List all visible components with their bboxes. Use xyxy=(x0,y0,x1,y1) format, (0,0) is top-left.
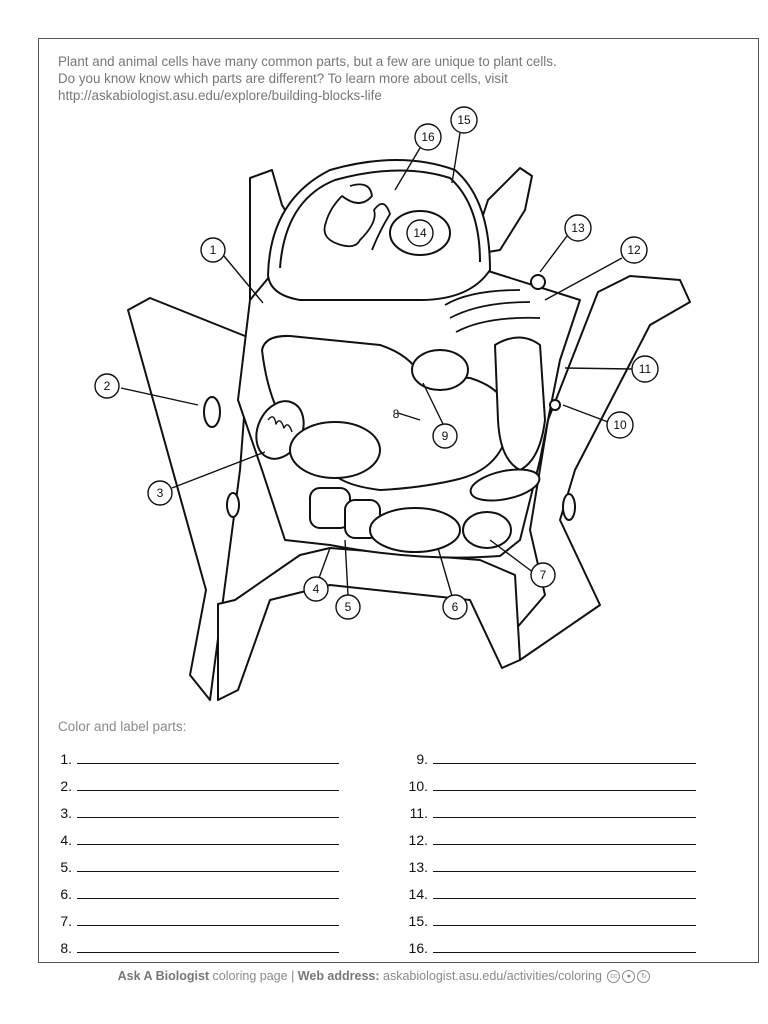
answer-line[interactable] xyxy=(77,790,339,791)
svg-text:10: 10 xyxy=(613,418,627,432)
answer-number: 5. xyxy=(60,859,72,875)
answer-number: 16. xyxy=(408,940,428,956)
svg-text:9: 9 xyxy=(441,429,449,443)
plasmodesma-lower xyxy=(227,493,239,517)
svg-text:11: 11 xyxy=(638,362,652,376)
answer-row-4 xyxy=(54,821,339,848)
plasmodesma-right xyxy=(563,494,575,520)
answer-number: 4. xyxy=(60,832,72,848)
svg-text:3: 3 xyxy=(156,486,164,500)
answer-line[interactable] xyxy=(77,898,339,899)
intro-line-1: Plant and animal cells have many common parts, but a few are unique to plant cells. xyxy=(58,54,557,69)
answer-number: 14. xyxy=(408,886,428,902)
svg-text:7: 7 xyxy=(539,568,547,582)
svg-text:2: 2 xyxy=(103,379,111,393)
answer-row-13 xyxy=(400,848,696,875)
label-2 xyxy=(95,374,119,398)
label-15 xyxy=(451,107,477,133)
answer-row-16 xyxy=(400,929,696,956)
answer-line[interactable] xyxy=(77,817,339,818)
answer-number: 13. xyxy=(408,859,428,875)
svg-text:1: 1 xyxy=(209,243,217,257)
label-13 xyxy=(565,215,591,241)
answer-line[interactable] xyxy=(433,952,696,953)
ribosome-cluster xyxy=(370,508,460,552)
answer-line[interactable] xyxy=(433,844,696,845)
answer-line[interactable] xyxy=(433,790,696,791)
label-14 xyxy=(407,220,433,246)
intro-line-2: Do you know know which parts are different? To learn more about cells, visit xyxy=(58,71,508,86)
svg-text:13: 13 xyxy=(571,221,585,235)
answer-line[interactable] xyxy=(433,763,696,764)
answer-number: 15. xyxy=(408,913,428,929)
answer-row-9 xyxy=(400,740,696,767)
answer-number: 1. xyxy=(60,751,72,767)
answer-row-6 xyxy=(54,875,339,902)
sa-icon: ↻ xyxy=(637,970,650,983)
plasmodesma-left xyxy=(204,397,220,427)
footer-web-label: Web address: xyxy=(297,969,380,983)
answer-number: 3. xyxy=(60,805,72,821)
svg-text:4: 4 xyxy=(312,582,320,596)
footer-url[interactable]: askabiologist.asu.edu/activities/coloring xyxy=(379,969,602,983)
answer-line[interactable] xyxy=(77,763,339,764)
small-vesicle-right xyxy=(550,400,560,410)
answer-row-10 xyxy=(400,767,696,794)
label-10 xyxy=(607,412,633,438)
cell-wall-bottom xyxy=(218,548,520,700)
label-6 xyxy=(443,595,467,619)
cc-icon: cc xyxy=(607,970,620,983)
label-3 xyxy=(148,481,172,505)
answer-row-7 xyxy=(54,902,339,929)
svg-text:12: 12 xyxy=(627,243,641,257)
chloroplast-center xyxy=(412,350,468,390)
nucleus xyxy=(268,160,490,300)
answer-number: 7. xyxy=(60,913,72,929)
answer-row-1 xyxy=(54,740,339,767)
label-5 xyxy=(336,595,360,619)
answer-line[interactable] xyxy=(77,844,339,845)
answer-row-8 xyxy=(54,929,339,956)
endoplasmic-reticulum xyxy=(495,338,545,471)
label-11 xyxy=(632,356,658,382)
footer-brand: Ask A Biologist xyxy=(117,969,210,983)
answer-row-12 xyxy=(400,821,696,848)
answer-row-14 xyxy=(400,875,696,902)
answer-line[interactable] xyxy=(433,898,696,899)
answer-row-3 xyxy=(54,794,339,821)
answer-row-2 xyxy=(54,767,339,794)
answer-number: 12. xyxy=(408,832,428,848)
intro-line-3: http://askabiologist.asu.edu/explore/building-blocks-life xyxy=(58,88,382,103)
by-icon: ● xyxy=(622,970,635,983)
answer-line[interactable] xyxy=(433,817,696,818)
answer-number: 9. xyxy=(416,751,428,767)
worksheet-instructions: Color and label parts: xyxy=(58,719,187,734)
svg-text:16: 16 xyxy=(421,130,435,144)
answer-line[interactable] xyxy=(433,871,696,872)
answer-row-15 xyxy=(400,902,696,929)
answer-line[interactable] xyxy=(77,871,339,872)
label-16 xyxy=(415,124,441,150)
label-12 xyxy=(621,237,647,263)
svg-text:8: 8 xyxy=(392,407,400,421)
small-vesicle-top xyxy=(531,275,545,289)
svg-text:14: 14 xyxy=(413,226,427,240)
label-1 xyxy=(201,238,225,262)
answer-line[interactable] xyxy=(433,925,696,926)
svg-text:6: 6 xyxy=(451,600,459,614)
footer xyxy=(0,969,768,983)
answer-row-5 xyxy=(54,848,339,875)
label-7 xyxy=(531,563,555,587)
answer-number: 10. xyxy=(408,778,428,794)
answer-number: 2. xyxy=(60,778,72,794)
answer-number: 11. xyxy=(409,805,428,821)
answer-number: 8. xyxy=(60,940,72,956)
label-9 xyxy=(433,424,457,448)
label-4 xyxy=(304,577,328,601)
answer-row-11 xyxy=(400,794,696,821)
answer-number: 6. xyxy=(60,886,72,902)
answer-line[interactable] xyxy=(77,925,339,926)
label-8 xyxy=(393,407,400,421)
lysosome xyxy=(463,512,511,548)
footer-page-type: coloring page | xyxy=(209,969,298,983)
svg-text:5: 5 xyxy=(344,600,352,614)
svg-text:15: 15 xyxy=(457,113,471,127)
chloroplast-left xyxy=(290,422,380,478)
answer-line[interactable] xyxy=(77,952,339,953)
